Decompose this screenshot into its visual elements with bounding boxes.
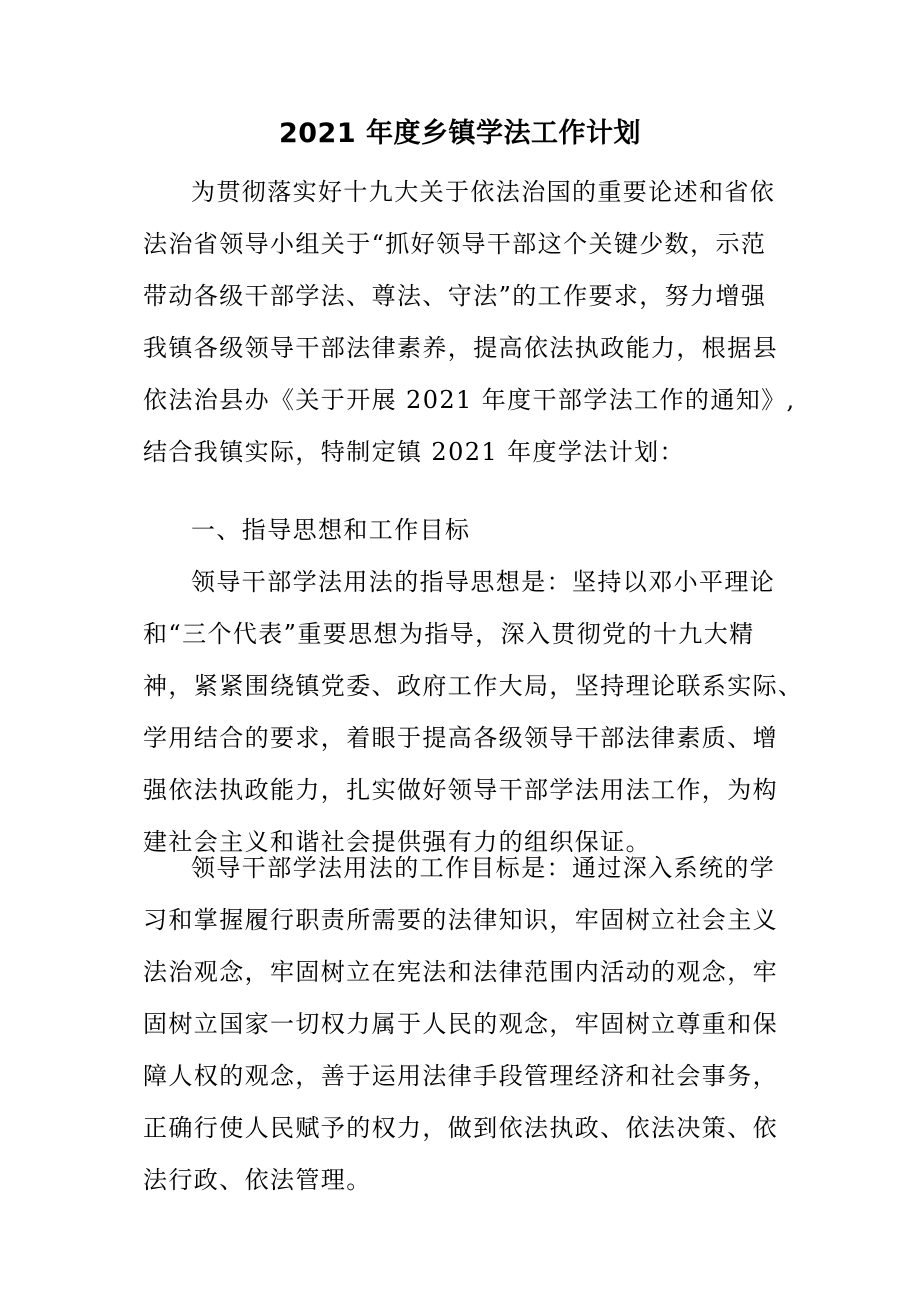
paragraph-line: 依法治县办《关于开展 2021 年度干部学法工作的通知》,	[143, 386, 796, 414]
intro-paragraph	[143, 166, 796, 478]
paragraph-line: 法治省领导小组关于“抓好领导干部这个关键少数，示范	[143, 230, 767, 258]
paragraph-line: 障人权的观念，善于运用法律手段管理经济和社会事务，	[143, 1062, 778, 1090]
paragraph-line: 和“三个代表”重要思想为指导，深入贯彻党的十九大精	[143, 620, 755, 648]
work-goal-paragraph	[143, 842, 778, 1206]
paragraph-line: 强依法执政能力，扎实做好领导干部学法用法工作，为构	[143, 776, 778, 804]
paragraph-line: 神，紧紧围绕镇党委、政府工作大局，坚持理论联系实际、	[143, 672, 804, 700]
paragraph-line: 领导干部学法用法的工作目标是：通过深入系统的学	[191, 854, 776, 882]
paragraph-line: 学用结合的要求，着眼于提高各级领导干部法律素质、增	[143, 724, 778, 752]
paragraph-line: 习和掌握履行职责所需要的法律知识，牢固树立社会主义	[143, 906, 778, 934]
paragraph-line: 正确行使人民赋予的权力，做到依法执政、依法决策、依	[143, 1114, 778, 1142]
paragraph-line: 建社会主义和谐社会提供强有力的组织保证。	[143, 828, 651, 856]
paragraph-line: 结合我镇实际，特制定镇 2021 年度学法计划：	[143, 438, 685, 466]
paragraph-line: 法行政、依法管理。	[143, 1166, 372, 1194]
section-heading	[143, 504, 775, 556]
paragraph-line: 领导干部学法用法的指导思想是：坚持以邓小平理论	[191, 568, 776, 596]
paragraph-line: 带动各级干部学法、尊法、守法”的工作要求，努力增强	[143, 282, 767, 310]
paragraph-line: 法治观念，牢固树立在宪法和法律范围内活动的观念，牢	[143, 958, 778, 986]
section-heading-text: 一、指导思想和工作目标	[191, 516, 471, 544]
paragraph-line: 为贯彻落实好十九大关于依法治国的重要论述和省依	[191, 178, 776, 206]
document-title: 2021 年度乡镇学法工作计划	[278, 118, 642, 149]
paragraph-line: 固树立国家一切权力属于人民的观念，牢固树立尊重和保	[143, 1010, 778, 1038]
paragraph-line: 我镇各级领导干部法律素养，提高依法执政能力，根据县	[143, 334, 778, 362]
